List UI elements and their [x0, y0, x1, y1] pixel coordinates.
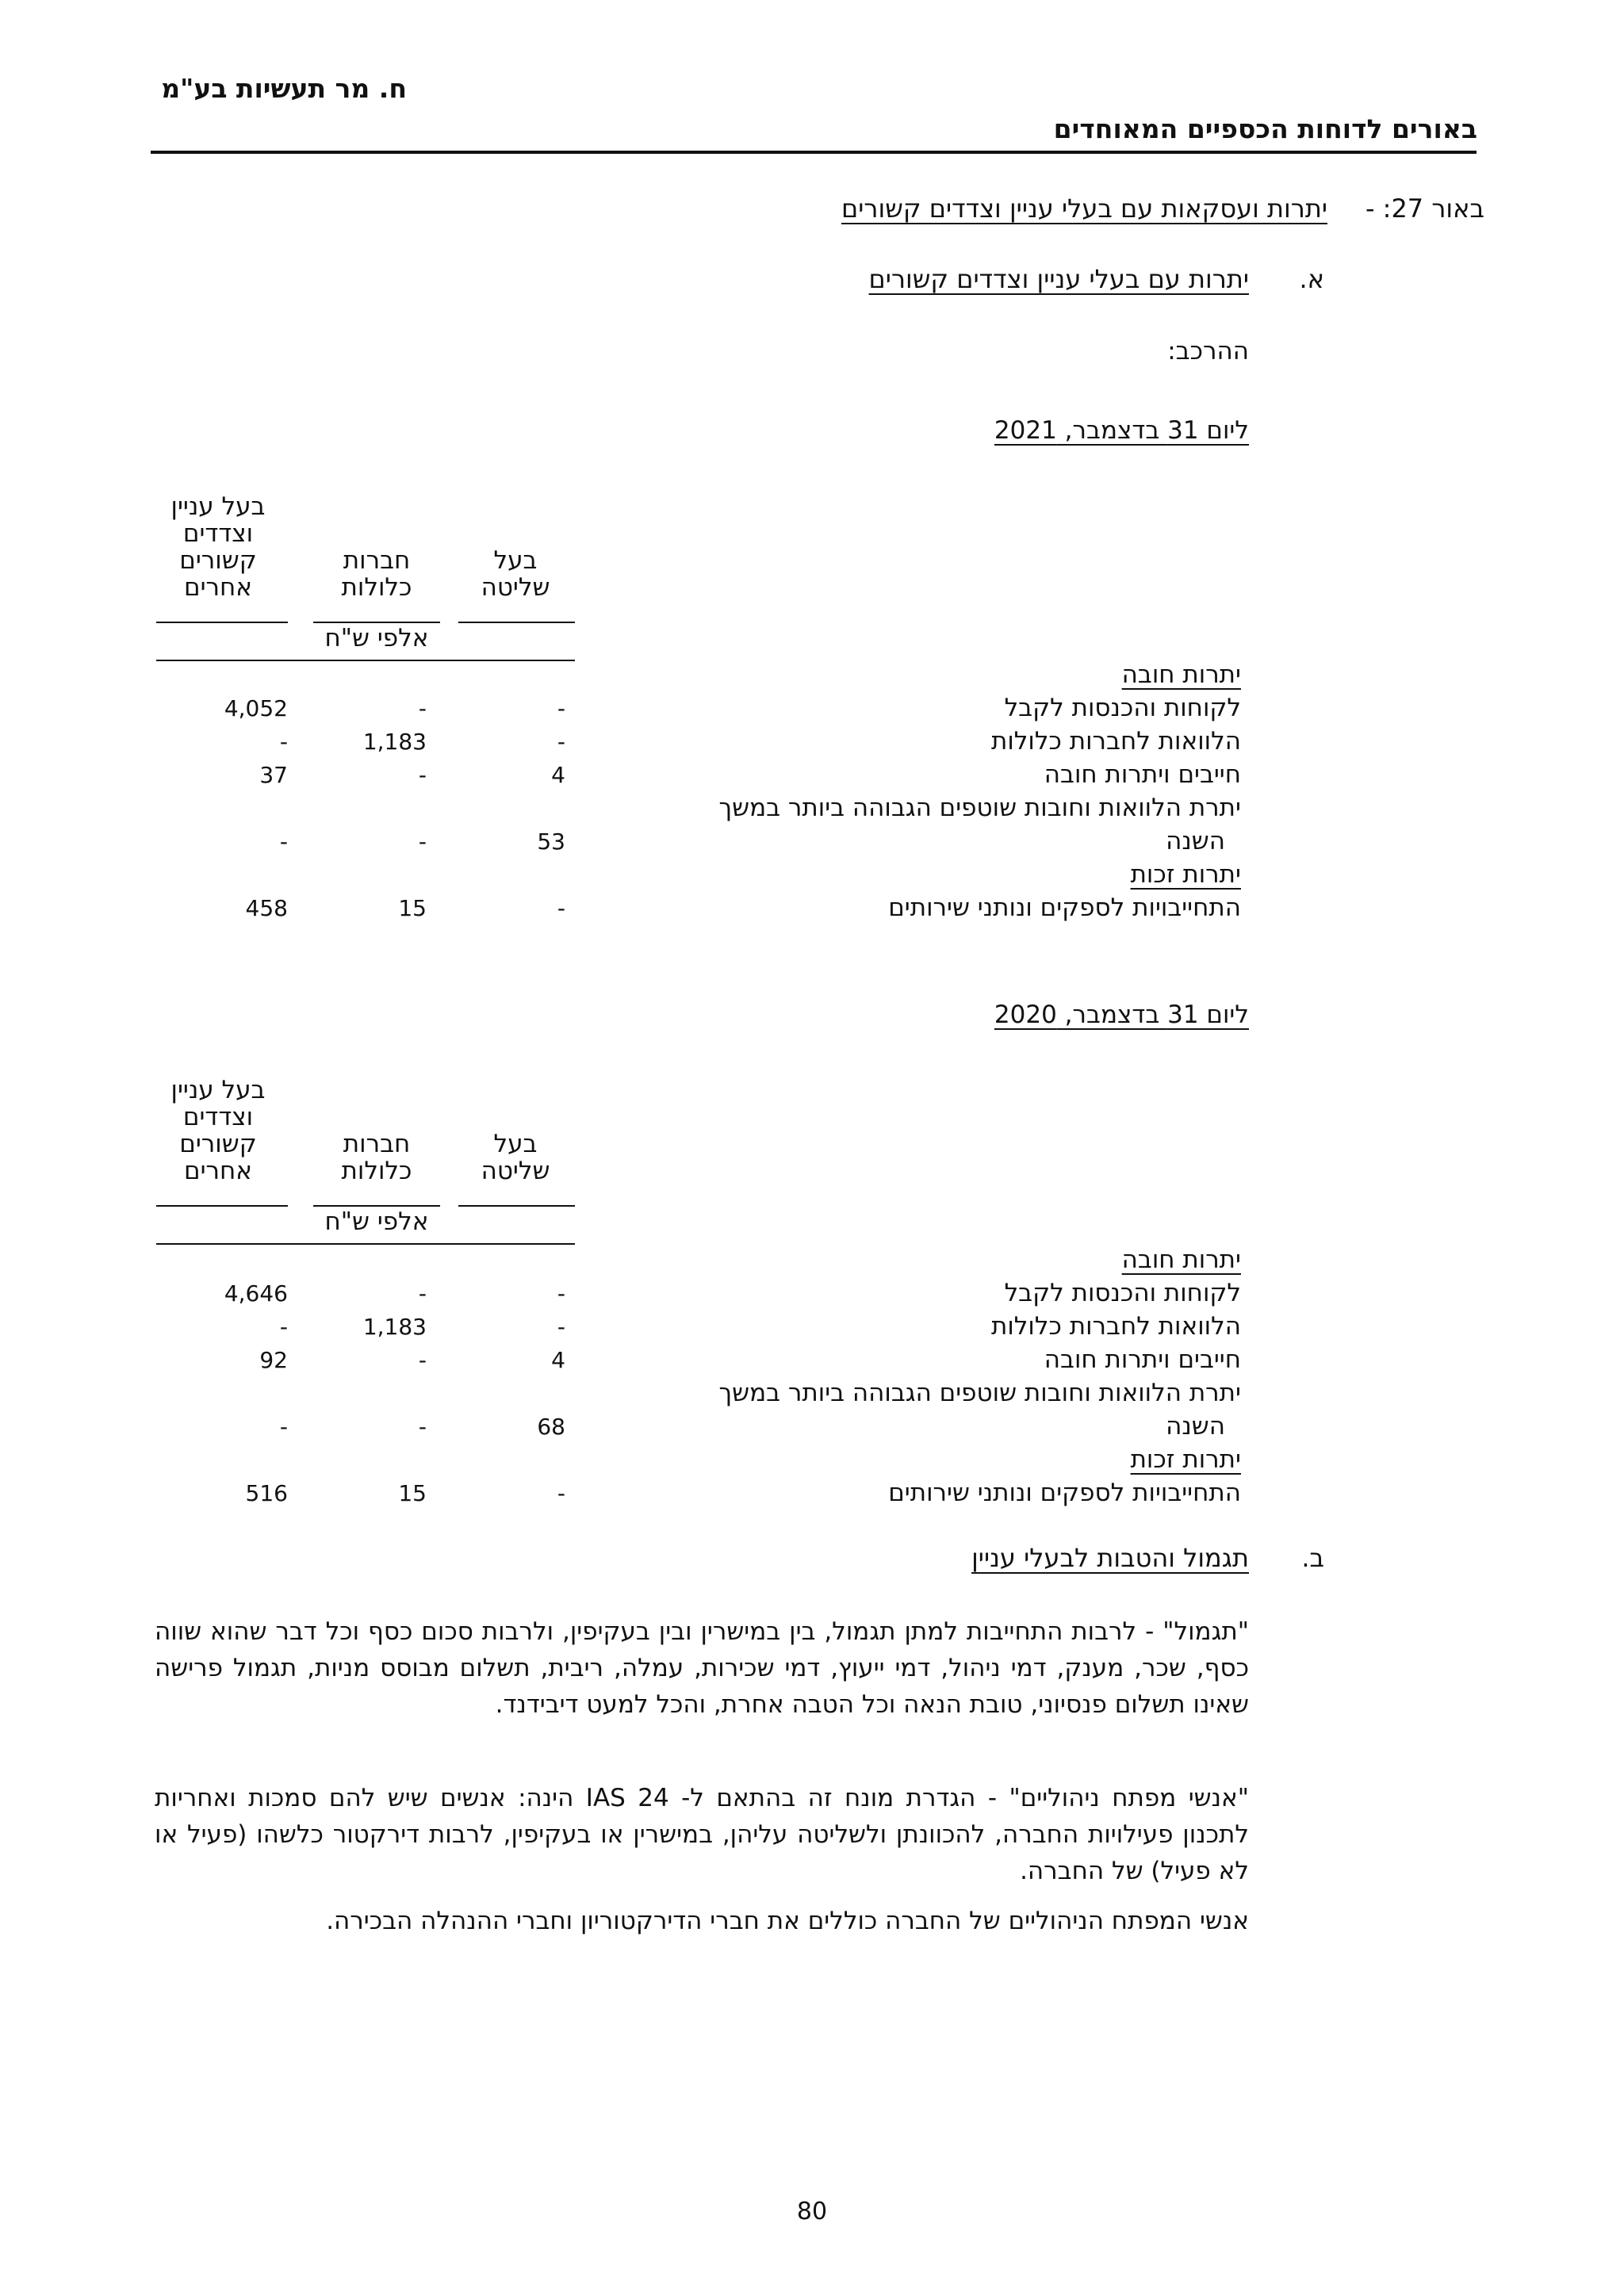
table-row: יתרת הלוואות וחובות שוטפים הגבוהה ביותר במשך [718, 794, 1241, 822]
table-row: הלוואות לחברות כלולות [990, 727, 1241, 756]
page-number: 80 [796, 2198, 828, 2225]
table-2021-date: ליום 31 בדצמבר, 2021 [994, 416, 1249, 445]
section-b-letter: ב. [1301, 1543, 1324, 1573]
column-header-associates: חברות כלולות [341, 546, 412, 602]
table-cell-col3: - [279, 828, 288, 855]
table-cell-col2: 15 [398, 895, 427, 921]
credit-balances-heading: יתרות זכות [1130, 860, 1241, 889]
table-row: חייבים ויתרות חובה [1044, 760, 1241, 789]
table-cell-col1: - [557, 729, 565, 755]
note-title: יתרות ועסקאות עם בעלי עניין וצדדים קשורים [841, 193, 1327, 224]
table-cell-col1: 4 [551, 1347, 565, 1373]
column-header-controlling: בעל שליטה [481, 546, 550, 602]
column-header-other-related: בעל עניין וצדדים קשורים אחרים [170, 1076, 266, 1185]
paragraph-key-management-members: אנשי המפתח הניהוליים של החברה כוללים את חברי הדירקטוריון וחברי ההנהלה הבכירה. [326, 1907, 1249, 1935]
column-header-associates: חברות כלולות [341, 1130, 412, 1185]
table-cell-col2: - [418, 1280, 427, 1307]
note-label: באור 27: - [1365, 193, 1484, 224]
table-row: יתרת הלוואות וחובות שוטפים הגבוהה ביותר במשך [718, 1379, 1241, 1407]
table-row-continued: השנה [1166, 827, 1225, 855]
table-cell-col3: - [279, 729, 288, 755]
paragraph-key-management-definition: "אנשי מפתח ניהוליים" - הגדרת מונח זה בהתאם ל- IAS 24 הינה: אנשים שיש להם סמכות ואחריות לתכנון פעילויות החברה, להכוונתן ולשליטה עליהן, במישרין או בעקיפין, לרבות דירקטור כלשהו (פעיל או לא פעיל) של החברה. [155, 1784, 1250, 1885]
table-cell-col3: 458 [245, 895, 288, 921]
table-row: התחייבויות לספקים ונותני שירותים [888, 894, 1241, 922]
table-row: לקוחות והכנסות לקבל [1004, 1279, 1241, 1307]
table-cell-col3: 37 [259, 762, 288, 788]
table-row-continued: השנה [1166, 1412, 1225, 1441]
table-2020-date: ליום 31 בדצמבר, 2020 [994, 1001, 1249, 1029]
table-cell-col2: - [418, 1347, 427, 1373]
table-cell-col2: - [418, 762, 427, 788]
table-cell-col3: 4,052 [224, 695, 288, 721]
paragraph-compensation-definition: "תגמול" - לרבות התחייבות למתן תגמול, בין במישרין ובין בעקיפין, ולרבות סכום כסף וכל דבר שהוא שווה כסף, שכר, מענק, דמי ניהול, דמי ייעוץ, דמי שכירות, עמלה, ריבית, תשלום מבוסס מניות, תגמול פרישה שאינו תשלום פנסיוני, טובת הנאה וכל הטבה אחרת, והכל למעט דיבידנד. [155, 1617, 1249, 1719]
table-cell-col1: - [557, 1480, 565, 1506]
table-cell-col2: - [418, 1414, 427, 1440]
table-cell-col3: 516 [245, 1480, 288, 1506]
document-title: באורים לדוחות הכספיים המאוחדים [1053, 113, 1477, 144]
section-b-title: תגמול והטבות לבעלי עניין [971, 1543, 1249, 1573]
table-cell-col1: 53 [537, 828, 565, 855]
table-cell-col1: - [557, 1314, 565, 1340]
composition-label: ההרכב: [1167, 337, 1249, 365]
column-header-other-related: בעל עניין וצדדים קשורים אחרים [170, 492, 266, 602]
table-row: חייבים ויתרות חובה [1044, 1345, 1241, 1374]
table-row: הלוואות לחברות כלולות [990, 1312, 1241, 1341]
debit-balances-heading: יתרות חובה [1121, 660, 1241, 689]
table-cell-col2: - [418, 695, 427, 721]
table-cell-col2: - [418, 828, 427, 855]
table-cell-col1: - [557, 695, 565, 721]
table-cell-col1: 68 [537, 1414, 565, 1440]
header-divider [151, 151, 1477, 154]
table-cell-col3: 4,646 [224, 1280, 288, 1307]
table-row: לקוחות והכנסות לקבל [1004, 694, 1241, 722]
table-cell-col2: 15 [398, 1480, 427, 1506]
column-header-controlling: בעל שליטה [481, 1130, 550, 1185]
table-cell-col2: 1,183 [362, 729, 427, 755]
table-cell-col1: - [557, 1280, 565, 1307]
table-cell-col1: 4 [551, 762, 565, 788]
credit-balances-heading: יתרות זכות [1130, 1445, 1241, 1474]
table-cell-col2: 1,183 [362, 1314, 427, 1340]
section-a-title: יתרות עם בעלי עניין וצדדים קשורים [868, 264, 1249, 294]
company-name: ח. מר תעשיות בע"מ [161, 73, 407, 104]
debit-balances-heading: יתרות חובה [1121, 1246, 1241, 1274]
table-cell-col3: 92 [259, 1347, 288, 1373]
unit-label: אלפי ש"ח [324, 1207, 429, 1236]
section-a-letter: א. [1299, 264, 1324, 294]
table-cell-col3: - [279, 1414, 288, 1440]
table-cell-col3: - [279, 1314, 288, 1340]
table-row: התחייבויות לספקים ונותני שירותים [888, 1479, 1241, 1507]
table-cell-col1: - [557, 895, 565, 921]
unit-label: אלפי ש"ח [324, 624, 429, 652]
